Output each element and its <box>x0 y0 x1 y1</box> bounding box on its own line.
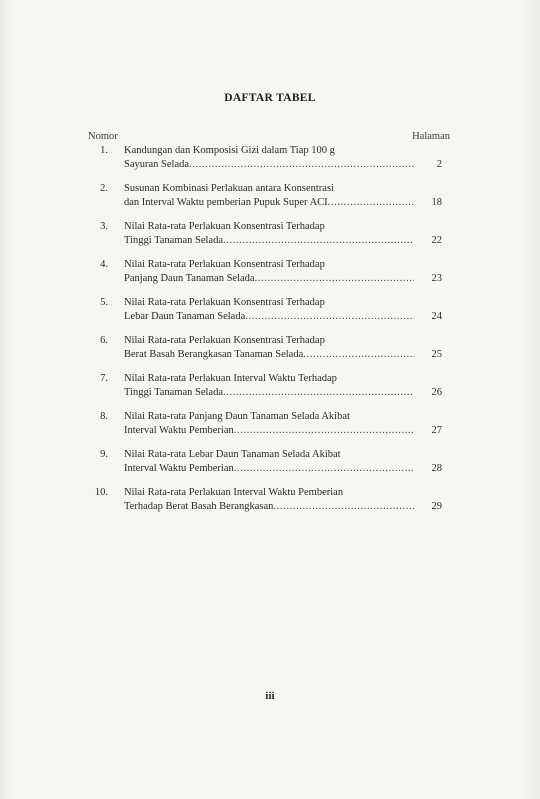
entry-number: 10. <box>94 487 108 498</box>
dot-leader <box>303 348 414 362</box>
entry-page: 28 <box>431 462 442 474</box>
dot-leader <box>245 310 414 324</box>
entry-line-1: Nilai Rata-rata Perlakuan Konsentrasi Terhadap <box>124 259 325 270</box>
entry-line-2: dan Interval Waktu pemberian Pupuk Super ACI <box>124 196 328 208</box>
entry-text <box>124 296 414 323</box>
entry-page: 25 <box>431 348 442 360</box>
dot-leader <box>223 234 414 248</box>
dot-leader <box>328 196 414 210</box>
entry-line-2: Terhadap Berat Basah Berangkasan <box>124 500 274 512</box>
entry-line-2: Sayuran Selada <box>124 158 190 170</box>
entry-line-1: Nilai Rata-rata Perlakuan Interval Waktu Pemberian <box>124 487 344 498</box>
entry-text <box>124 258 414 285</box>
entry-text <box>124 334 414 361</box>
dot-leader <box>223 386 414 400</box>
entry-page: 2 <box>436 158 442 170</box>
entry-page: 29 <box>431 500 442 512</box>
entry-number: 9. <box>100 449 108 460</box>
entry-number: 2. <box>100 183 108 194</box>
column-header-number: Nomor <box>88 131 118 142</box>
entry-line-2: Tinggi Tanaman Selada <box>124 386 224 398</box>
entry-page: 24 <box>431 310 442 322</box>
entry-number: 5. <box>100 297 108 308</box>
page-title: DAFTAR TABEL <box>224 92 316 104</box>
entry-line-2: Tinggi Tanaman Selada <box>124 234 224 246</box>
dot-leader <box>273 500 414 514</box>
entry-page: 27 <box>431 424 442 436</box>
entry-line-1: Kandungan dan Komposisi Gizi dalam Tiap 100 g <box>124 145 335 156</box>
entry-line-1: Nilai Rata-rata Perlakuan Konsentrasi Terhadap <box>124 297 325 308</box>
entry-line-2: Interval Waktu Pemberian <box>124 424 234 436</box>
column-header-page: Halaman <box>412 131 450 142</box>
dot-leader <box>255 272 414 286</box>
entry-number: 8. <box>100 411 108 422</box>
entry-line-1: Nilai Rata-rata Perlakuan Interval Waktu Terhadap <box>124 373 337 384</box>
entry-text <box>124 182 414 209</box>
entry-number: 3. <box>100 221 108 232</box>
entry-number: 1. <box>100 145 108 156</box>
entry-page: 18 <box>431 196 442 208</box>
entry-text <box>124 486 414 513</box>
entry-line-1: Nilai Rata-rata Perlakuan Konsentrasi Terhadap <box>124 221 325 232</box>
dot-leader <box>189 158 414 172</box>
entry-page: 22 <box>431 234 442 246</box>
dot-leader <box>234 462 414 476</box>
entry-text <box>124 410 414 437</box>
entry-line-1: Nilai Rata-rata Perlakuan Konsentrasi Terhadap <box>124 335 325 346</box>
dot-leader <box>234 424 414 438</box>
entry-line-1: Nilai Rata-rata Panjang Daun Tanaman Selada Akibat <box>124 411 350 422</box>
entry-line-2: Panjang Daun Tanaman Selada <box>124 272 255 284</box>
entry-line-2: Lebar Daun Tanaman Selada <box>124 310 246 322</box>
entry-text <box>124 144 414 171</box>
entry-page: 26 <box>431 386 442 398</box>
entry-number: 6. <box>100 335 108 346</box>
entry-line-2: Interval Waktu Pemberian <box>124 462 234 474</box>
entry-line-2: Berat Basah Berangkasan Tanaman Selada <box>124 348 304 360</box>
entry-line-1: Susunan Kombinasi Perlakuan antara Konsentrasi <box>124 183 334 194</box>
entry-page: 23 <box>431 272 442 284</box>
entry-text <box>124 448 414 475</box>
entry-text <box>124 220 414 247</box>
entry-number: 7. <box>100 373 108 384</box>
page-number: iii <box>265 690 275 702</box>
entry-text <box>124 372 414 399</box>
entry-line-1: Nilai Rata-rata Lebar Daun Tanaman Selada Akibat <box>124 449 341 460</box>
entry-number: 4. <box>100 259 108 270</box>
